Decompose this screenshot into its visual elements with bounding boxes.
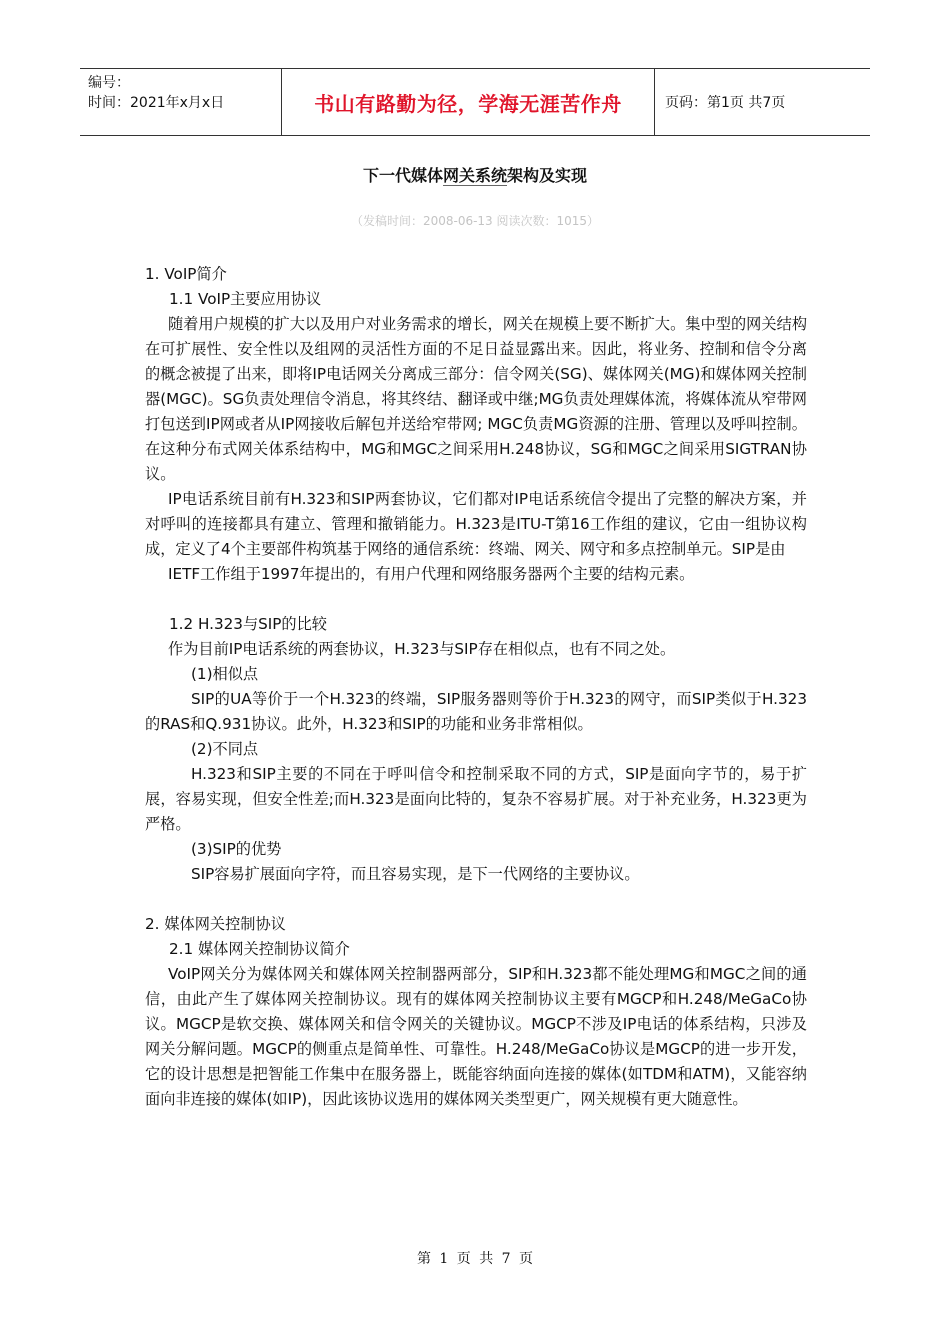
- paragraph: 作为目前IP电话系统的两套协议，H.323与SIP存在相似点，也有不同之处。: [168, 640, 676, 658]
- header-info: [80, 69, 282, 135]
- time-label: 时间：2021年x月x日: [88, 95, 225, 111]
- document-header: [80, 68, 870, 136]
- subsection-heading-2-1: 2.1 媒体网关控制协议简介: [169, 940, 350, 958]
- point-heading-differences: (2)不同点: [191, 740, 259, 758]
- number-label: 编号：: [88, 75, 130, 91]
- title-part-2: 架构及实现: [507, 166, 588, 185]
- article-body: [145, 262, 807, 1112]
- point-heading-advantages: (3)SIP的优势: [191, 840, 282, 858]
- header-motto: 书山有路勤为径，学海无涯苦作舟: [282, 69, 655, 135]
- section-heading-2: 2. 媒体网关控制协议: [145, 915, 286, 933]
- paragraph: SIP容易扩展面向字符，而且容易实现，是下一代网络的主要协议。: [191, 865, 640, 883]
- subsection-heading-1-1: 1.1 VoIP主要应用协议: [169, 290, 322, 308]
- paragraph: SIP的UA等价于一个H.323的终端，SIP服务器则等价于H.323的网守，而SIP类似于H.323的RAS和Q.931协议。此外，H.323和SIP的功能和业务非常相似。: [145, 690, 807, 733]
- point-heading-similarities: (1)相似点: [191, 665, 259, 683]
- paragraph: 随着用户规模的扩大以及用户对业务需求的增长，网关在规模上要不断扩大。集中型的网关结构在可扩展性、安全性以及组网的灵活性方面的不足日益显露出来。因此，将业务、控制和信令分离的概念被提了出来，即将IP电话网关分离成三部分：信令网关(SG)、媒体网关(MG)和媒体网关控制器(MGC)。SG负责处理信令消息，将其终结、翻译或中继;MG负责处理媒体流，将媒体流从窄带网打包送到IP网或者从IP网接收后解包并送给窄带网; MGC负责MG资源的注册、管理以及呼叫控制。在这种分布式网关体系结构中，MG和MGC之间采用H.248协议，SG和MGC之间采用SIGTRAN协议。: [145, 315, 807, 483]
- spacer: [145, 587, 807, 612]
- page-footer: 第 1 页 共 7 页: [416, 1251, 534, 1267]
- section-heading-1: 1. VoIP简介: [145, 265, 227, 283]
- paragraph: H.323和SIP主要的不同在于呼叫信令和控制采取不同的方式，SIP是面向字节的，易于扩展，容易实现，但安全性差;而H.323是面向比特的，复杂不容易扩展。对于补充业务，H.323更为严格。: [145, 765, 807, 833]
- subsection-heading-1-2: 1.2 H.323与SIP的比较: [169, 615, 327, 633]
- article-title: [0, 163, 950, 186]
- paragraph: VoIP网关分为媒体网关和媒体网关控制器两部分，SIP和H.323都不能处理MG和MGC之间的通信，由此产生了媒体网关控制协议。现有的媒体网关控制协议主要有MGCP和H.248/MeGaCo协议。MGCP是软交换、媒体网关和信令网关的关键协议。MGCP不涉及IP电话的体系结构，只涉及网关分解问题。MGCP的侧重点是简单性、可靠性。H.248/MeGaCo协议是MGCP的进一步开发，它的设计思想是把智能工作集中在服务器上，既能容纳面向连接的媒体(如TDM和ATM)，又能容纳面向非连接的媒体(如IP)，因此该协议选用的媒体网关类型更广，网关规模有更大随意性。: [145, 965, 807, 1108]
- spacer: [145, 887, 807, 912]
- paragraph: IETF工作组于1997年提出的，有用户代理和网络服务器两个主要的结构元素。: [168, 565, 695, 583]
- paragraph: IP电话系统目前有H.323和SIP两套协议，它们都对IP电话系统信令提出了完整的解决方案，并对呼叫的连接都具有建立、管理和撤销能力。H.323是ITU-T第16工作组的建议，它由一组协议构成，定义了4个主要部件构筑基于网络的通信系统：终端、网关、网守和多点控制单元。SIP是由: [145, 490, 807, 558]
- article-meta: （发稿时间：2008-06-13 阅读次数：1015）: [350, 214, 600, 228]
- header-page-code: 页码：第1页 共7页: [665, 95, 786, 111]
- title-part-underlined: 网关系统: [442, 166, 507, 185]
- title-part-1: 下一代媒体: [362, 166, 443, 185]
